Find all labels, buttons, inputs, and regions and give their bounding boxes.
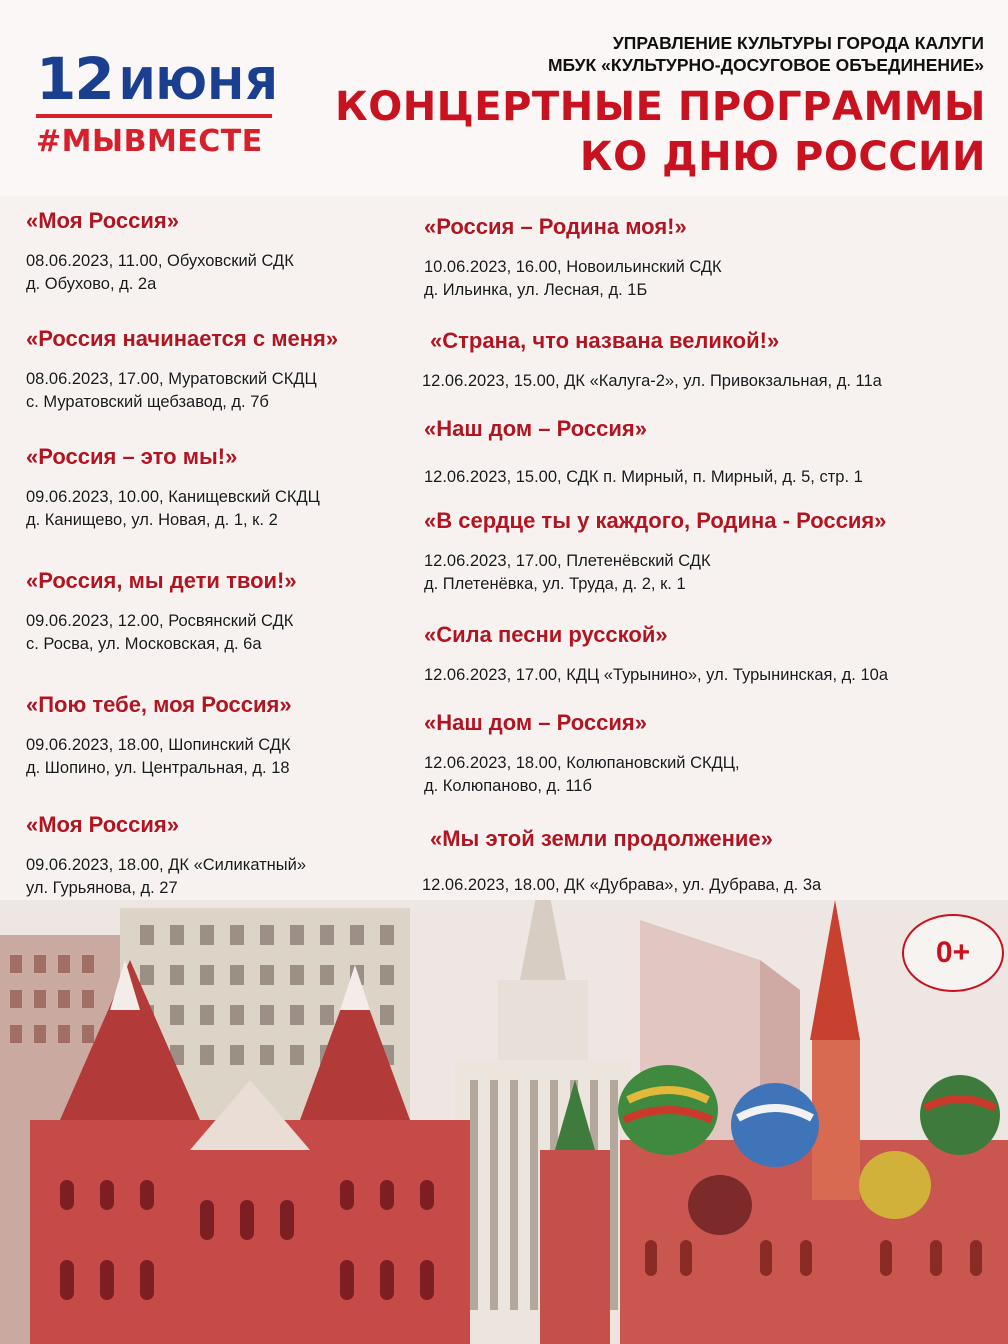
organization [548, 32, 984, 76]
logo-12-june [36, 45, 278, 159]
logo-divider [36, 114, 272, 118]
event-title: «Россия – Родина моя!» [424, 214, 687, 239]
event-title: «Моя Россия» [26, 208, 180, 233]
title-line-2: КО ДНЮ РОССИИ [579, 134, 986, 180]
event-details: 10.06.2023, 16.00, Новоильинский СДК д. Ильинка, ул. Лесная, д. 1Б [424, 258, 722, 299]
event-title: «Пою тебе, моя Россия» [26, 692, 292, 717]
event-details: 08.06.2023, 11.00, Обуховский СДК д. Обухово, д. 2а [26, 252, 294, 293]
event-title: «В сердце ты у каждого, Родина - Россия» [424, 508, 887, 533]
event-title: «Наш дом – Россия» [424, 710, 647, 735]
event-title: «Россия – это мы!» [26, 444, 238, 469]
event-right-3 [424, 416, 863, 489]
event-title: «Мы этой земли продолжение» [430, 826, 773, 851]
event-right-1 [424, 214, 722, 302]
event-details: 12.06.2023, 15.00, ДК «Калуга-2», ул. Привокзальная, д. 11а [422, 372, 882, 390]
org-line-2: МБУК «КУЛЬТУРНО-ДОСУГОВОЕ ОБЪЕДИНЕНИЕ» [547, 55, 984, 75]
org-line-1: УПРАВЛЕНИЕ КУЛЬТУРЫ ГОРОДА КАЛУГИ [612, 33, 984, 53]
title-line-1: КОНЦЕРТНЫЕ ПРОГРАММЫ [335, 84, 986, 130]
event-right-2 [422, 328, 882, 393]
event-left-6 [26, 812, 306, 900]
event-left-3 [26, 444, 320, 532]
logo-day: 12 [36, 45, 113, 113]
event-title: «Сила песни русской» [424, 622, 668, 647]
event-details: 12.06.2023, 18.00, Колюпановский СКДЦ, д. Колюпаново, д. 11б [424, 754, 740, 795]
event-right-5 [424, 622, 888, 687]
event-left-2 [26, 326, 338, 414]
event-right-7 [422, 826, 822, 897]
moscow-skyline-illustration [0, 900, 1008, 1344]
logo-hashtag: #МЫВМЕСТЕ [36, 124, 263, 159]
event-title: «Наш дом – Россия» [424, 416, 647, 441]
event-title: «Россия, мы дети твои!» [26, 568, 297, 593]
event-details: 12.06.2023, 15.00, СДК п. Мирный, п. Мирный, д. 5, стр. 1 [424, 468, 863, 486]
event-right-6 [424, 710, 740, 798]
event-details: 12.06.2023, 17.00, КДЦ «Турынино», ул. Турынинская, д. 10а [424, 666, 888, 684]
event-details: 09.06.2023, 12.00, Росвянский СДК с. Росва, ул. Московская, д. 6а [26, 612, 294, 653]
event-title: «Страна, что названа великой!» [430, 328, 780, 353]
logo-month: ИЮНЯ [118, 59, 278, 110]
event-details: 09.06.2023, 10.00, Канищевский СКДЦ д. Канищево, ул. Новая, д. 1, к. 2 [26, 488, 320, 529]
age-rating-badge: 0+ [902, 914, 1004, 992]
page-title [335, 82, 986, 182]
event-details: 08.06.2023, 17.00, Муратовский СКДЦ с. Муратовский щебзавод, д. 7б [26, 370, 317, 411]
event-left-4 [26, 568, 297, 656]
header [0, 0, 1008, 196]
event-details: 09.06.2023, 18.00, Шопинский СДК д. Шопино, ул. Центральная, д. 18 [26, 736, 291, 777]
event-title: «Моя Россия» [26, 812, 180, 837]
event-left-1 [26, 208, 294, 296]
event-details: 12.06.2023, 17.00, Плетенёвский СДК д. Плетенёвка, ул. Труда, д. 2, к. 1 [424, 552, 711, 593]
event-left-5 [26, 692, 292, 780]
event-details: 12.06.2023, 18.00, ДК «Дубрава», ул. Дубрава, д. 3а [422, 876, 822, 894]
event-title: «Россия начинается с меня» [26, 326, 339, 351]
event-details: 09.06.2023, 18.00, ДК «Силикатный» ул. Гурьянова, д. 27 [26, 856, 307, 897]
event-right-4 [424, 508, 886, 596]
